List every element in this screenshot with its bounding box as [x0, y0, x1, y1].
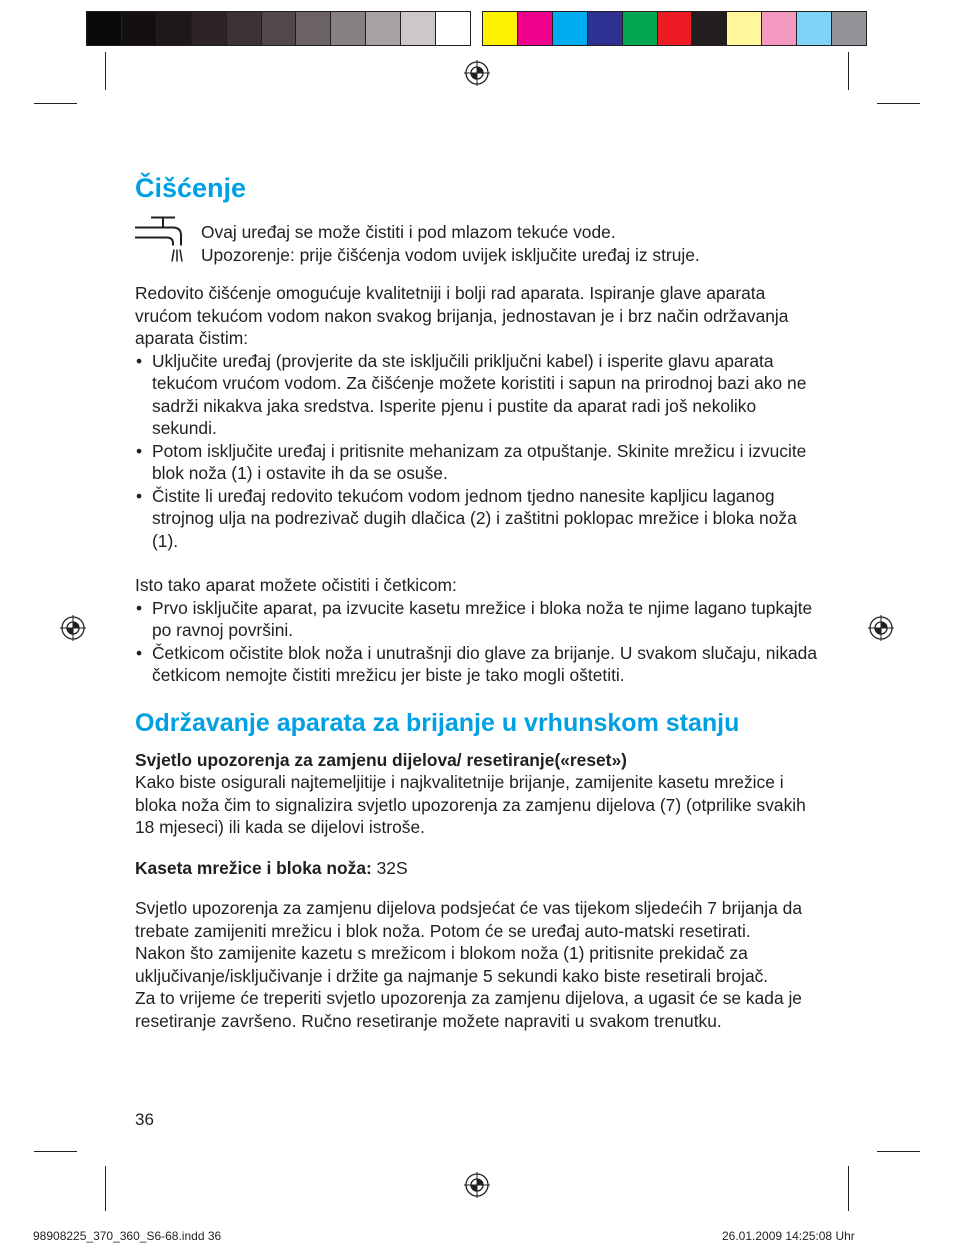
crop-mark [877, 103, 920, 104]
maintenance-para-3: Nakon što zamijenite kazetu s mrežicom i blokom noža (1) pritisnite prekidač za uključivanje/isključivanje i držite ga najmanje 5 sekundi kako biste resetirali brojač. [135, 943, 769, 986]
tap-warning-block [135, 215, 825, 266]
registration-mark-icon [464, 60, 490, 86]
color-swatch [657, 12, 692, 45]
color-swatch [622, 12, 657, 45]
tap-line-2: Upozorenje: prije čišćenja vodom uvijek isključite uređaj iz struje. [201, 244, 700, 265]
color-swatch [761, 12, 796, 45]
color-swatch [156, 12, 191, 45]
cassette-line [135, 857, 825, 880]
color-swatch [691, 12, 726, 45]
section-title-cleaning: Čišćenje [135, 173, 247, 203]
water-tap-icon [133, 215, 191, 266]
color-swatch [552, 12, 587, 45]
color-swatch [483, 12, 517, 45]
color-swatch [365, 12, 400, 45]
footer-file-info: 98908225_370_360_S6-68.indd 36 [33, 1229, 222, 1243]
cassette-label: Kaseta mrežice i bloka noža: [135, 857, 372, 878]
maintenance-subtitle [135, 749, 825, 772]
brush-bullet-list [135, 597, 825, 687]
maintenance-subtitle-text: Svjetlo upozorenja za zamjenu dijelova/ resetiranje(«reset») [135, 749, 627, 770]
color-swatch [726, 12, 761, 45]
crop-mark [877, 1151, 920, 1152]
color-swatch [191, 12, 226, 45]
process-color-bar [482, 11, 867, 46]
crop-mark [105, 52, 106, 90]
grayscale-color-bar [86, 11, 471, 46]
color-swatch [226, 12, 261, 45]
maintenance-para-1: Kako biste osigurali najtemeljitije i najkvalitetnije brijanje, zamijenite kasetu mrežice i bloka noža čim to signalizira svjetlo upozorenja za zamjenu dijelova (7) (otprilike svakih 18 mjeseci) ili kada se dijelovi istroše. [135, 772, 806, 837]
registration-mark-icon [868, 615, 894, 641]
color-swatch [330, 12, 365, 45]
color-swatch [831, 12, 866, 45]
color-swatch [295, 12, 330, 45]
registration-mark-icon [464, 1172, 490, 1198]
color-swatch [587, 12, 622, 45]
color-swatch [796, 12, 831, 45]
color-swatch [517, 12, 552, 45]
list-item: • Uključite uređaj (provjerite da ste isključili priključni kabel) i isperite glavu aparata tekućom vrućom vodom. Za čišćenje možete koristiti i sapun na prirodnoj bazi ako ne sadrži nikakva jaka sredstva. Isperite pjenu i pustite da aparat radi još nekoliko sekundi. [135, 350, 825, 440]
crop-mark [848, 1166, 849, 1211]
registration-mark-icon [60, 615, 86, 641]
color-swatch [261, 12, 296, 45]
crop-mark [848, 52, 849, 90]
color-swatch [121, 12, 156, 45]
section-title-maintenance: Održavanje aparata za brijanje u vrhunskom stanju [135, 708, 740, 737]
list-item: • Potom isključite uređaj i pritisnite mehanizam za otpuštanje. Skinite mrežicu i izvucite blok noža (1) i ostavite ih da se osuše. [135, 440, 825, 485]
cleaning-bullet-list [135, 350, 825, 553]
cleaning-intro: Redovito čišćenje omogućuje kvalitetniji i bolji rad aparata. Ispiranje glave aparata vrućom tekućom vodom nakon svakog brijanja, jednostavan je i brz način održavanja aparata čistim: [135, 283, 789, 348]
color-swatch [87, 12, 121, 45]
list-item: • Prvo isključite aparat, pa izvucite kasetu mrežice i bloka noža te njime lagano tupkajte po ravnoj površini. [135, 597, 825, 642]
color-swatch [400, 12, 435, 45]
tap-line-1: Ovaj uređaj se može čistiti i pod mlazom tekuće vode. [201, 222, 616, 242]
crop-mark [105, 1166, 106, 1211]
crop-mark [34, 1151, 77, 1152]
maintenance-para-4: Za to vrijeme će treperiti svjetlo upozorenja za zamjenu dijelova, a ugasit će se kada je resetiranje završeno. Ručno resetiranje možete napraviti u svakom trenutku. [135, 988, 802, 1031]
maintenance-para-2: Svjetlo upozorenja za zamjenu dijelova podsjećat će vas tijekom sljedećih 7 brijanja da trebate zamijeniti mrežicu i blok noža. Potom će se uređaj auto-matski resetirati. [135, 898, 803, 941]
cassette-value: 32S [371, 857, 408, 878]
page-number: 36 [135, 1110, 154, 1129]
brush-intro: Isto tako aparat možete očistiti i četkicom: [135, 575, 457, 595]
crop-mark [34, 103, 77, 104]
list-item: • Čistite li uređaj redovito tekućom vodom jednom tjedno nanesite kapljicu laganog strojnog ulja na podrezivač dugih dlačica (2) i zaštitni poklopac mrežice i bloka noža (1). [135, 485, 825, 553]
color-swatch [435, 12, 470, 45]
list-item: • Četkicom očistite blok noža i unutrašnji dio glave za brijanje. U svakom slučaju, nikada četkicom nemojte čistiti mrežicu jer biste je tako mogli oštetiti. [135, 642, 825, 687]
tap-warning-text [201, 221, 825, 266]
footer-timestamp: 26.01.2009 14:25:08 Uhr [722, 1229, 855, 1243]
page-content [135, 170, 825, 1032]
